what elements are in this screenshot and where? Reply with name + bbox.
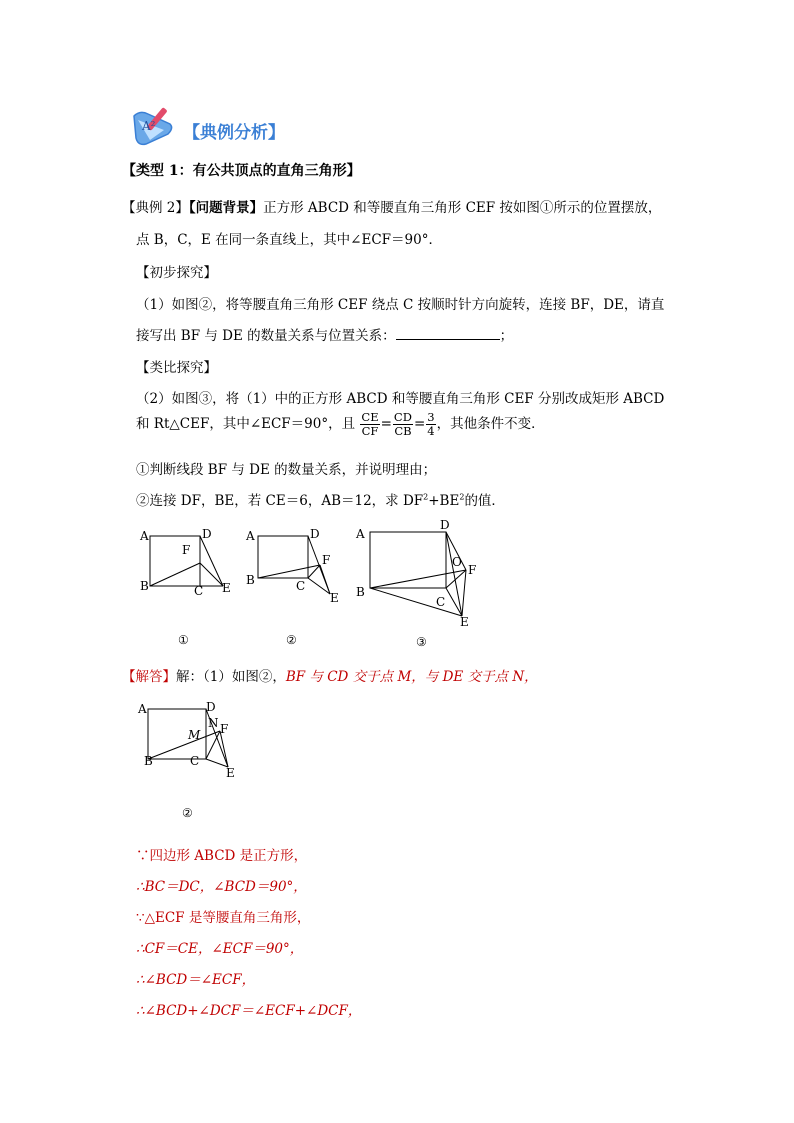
fig4-label-a: A [138, 702, 147, 716]
fig2-label-d: D [310, 527, 320, 541]
q1-text: 接写出 BF 与 DE 的数量关系与位置关系： [136, 328, 396, 344]
solution-intro-red: BF 与 CD 交于点 M，与 DE 交于点 N， [285, 669, 538, 685]
example-tag: 【典例 2】 [122, 200, 189, 216]
fig4-label-b: B [144, 754, 153, 768]
fig3-label-f: F [468, 563, 477, 577]
answer-blank[interactable] [396, 327, 500, 340]
svg-text:A²: A² [142, 119, 156, 133]
fraction-cd-cb: $\frac{CD}{CB}$ [393, 410, 412, 438]
solution-line-5: ∴∠BCD＝∠ECF， [136, 972, 256, 988]
fig3-caption: ③ [416, 635, 427, 649]
fig4-label-m: M [188, 728, 201, 742]
solution-tag: 【解答】 [122, 669, 176, 685]
fig3-label-d: D [440, 520, 450, 532]
q2-line-1: （2）如图③，将（1）中的正方形 ABCD 和等腰直角三角形 CEF 分别改成矩形 ABCD [136, 391, 665, 407]
solution-line-2: ∴BC＝DC，∠BCD＝90°， [136, 879, 307, 895]
solution-intro [122, 665, 538, 685]
problem-text: 正方形 ABCD 和等腰直角三角形 CEF 按如图①所示的位置摆放， [263, 200, 662, 216]
fraction-ce-cf: $\frac{CE}{CF}$ [361, 410, 379, 438]
fig4-caption: ② [182, 806, 193, 820]
fig4-label-e: E [226, 766, 235, 780]
fig4-label-d: D [206, 700, 216, 714]
fig4-label-n: N [208, 716, 219, 730]
solution-line-3: ∵△ECF 是等腰直角三角形， [136, 910, 311, 926]
fig4-label-f: F [220, 722, 229, 736]
superscript: 2 [459, 492, 465, 502]
fig3-label-e: E [460, 615, 469, 629]
solution-line-6: ∴∠BCD+∠DCF＝∠ECF+∠DCF， [136, 1003, 362, 1019]
q1-line-2 [136, 324, 513, 344]
fig1-label-b: B [140, 579, 149, 593]
fig2-label-e: E [330, 591, 339, 605]
fig1-label-e: E [222, 581, 231, 595]
fig2-label-c: C [296, 579, 306, 593]
fig4-label-c: C [190, 754, 200, 768]
solution-line-1: ∵四边形 ABCD 是正方形， [136, 848, 308, 864]
solution-intro-text: 解：（1）如图②， [176, 669, 286, 685]
q2-sub-2 [136, 489, 505, 509]
type-heading: 【类型 1：有公共顶点的直角三角形】 [122, 163, 361, 179]
background-tag: 【问题背景】 [188, 200, 264, 216]
q2-end: ，其他条件不变． [436, 416, 545, 432]
fig1-label-a: A [140, 529, 149, 543]
fig1-caption: ① [178, 633, 189, 647]
fig1-label-f: F [182, 543, 191, 557]
figure-row [130, 520, 510, 660]
q2-sub2-text: +BE [428, 493, 460, 509]
fig2-label-b: B [246, 573, 255, 587]
fig2-caption: ② [286, 633, 297, 647]
equals-sign: = [380, 416, 392, 432]
q1-line-1: （1）如图②，将等腰直角三角形 CEF 绕点 C 按顺时针方向旋转，连接 BF，DE，请直 [136, 297, 665, 313]
q2-text: 和 Rt△CEF，其中∠ECF＝90°，且 [136, 416, 356, 432]
q2-sub2-end: 的值． [464, 493, 505, 509]
q2-sub-1: ①判断线段 BF 与 DE 的数量关系，并说明理由； [136, 462, 437, 478]
q2-sub2-text: ②连接 DF，BE，若 CE＝6，AB＝12，求 DF [136, 493, 424, 509]
problem-line-2: 点 B，C，E 在同一条直线上，其中∠ECF＝90°． [136, 232, 442, 248]
equals-sign: = [413, 416, 426, 432]
fig2-label-a: A [246, 529, 255, 543]
solution-line-4: ∴CF＝CE，∠ECF＝90°， [136, 941, 304, 957]
fraction-3-4: $\frac{3}{4}$ [427, 410, 435, 438]
analog-tag: 【类比探究】 [136, 360, 217, 376]
header-icon [130, 100, 180, 148]
fig1-label-c: C [194, 584, 204, 598]
fig3-label-b: B [356, 585, 365, 599]
explore-tag: 【初步探究】 [136, 265, 217, 281]
fig3-label-o: O [452, 555, 462, 569]
fig3-label-a: A [356, 527, 365, 541]
superscript: 2 [423, 492, 429, 502]
figure-2 [258, 536, 330, 594]
section-title: 【典例分析】 [183, 123, 285, 143]
q2-line-2 [136, 411, 545, 438]
fig1-label-d: D [202, 527, 212, 541]
q1-end: ； [499, 328, 514, 344]
fig2-label-f: F [322, 553, 331, 567]
problem-line-1 [122, 196, 661, 216]
figure-3 [370, 532, 466, 616]
figure-4 [130, 695, 250, 825]
fig3-label-c: C [436, 595, 446, 609]
